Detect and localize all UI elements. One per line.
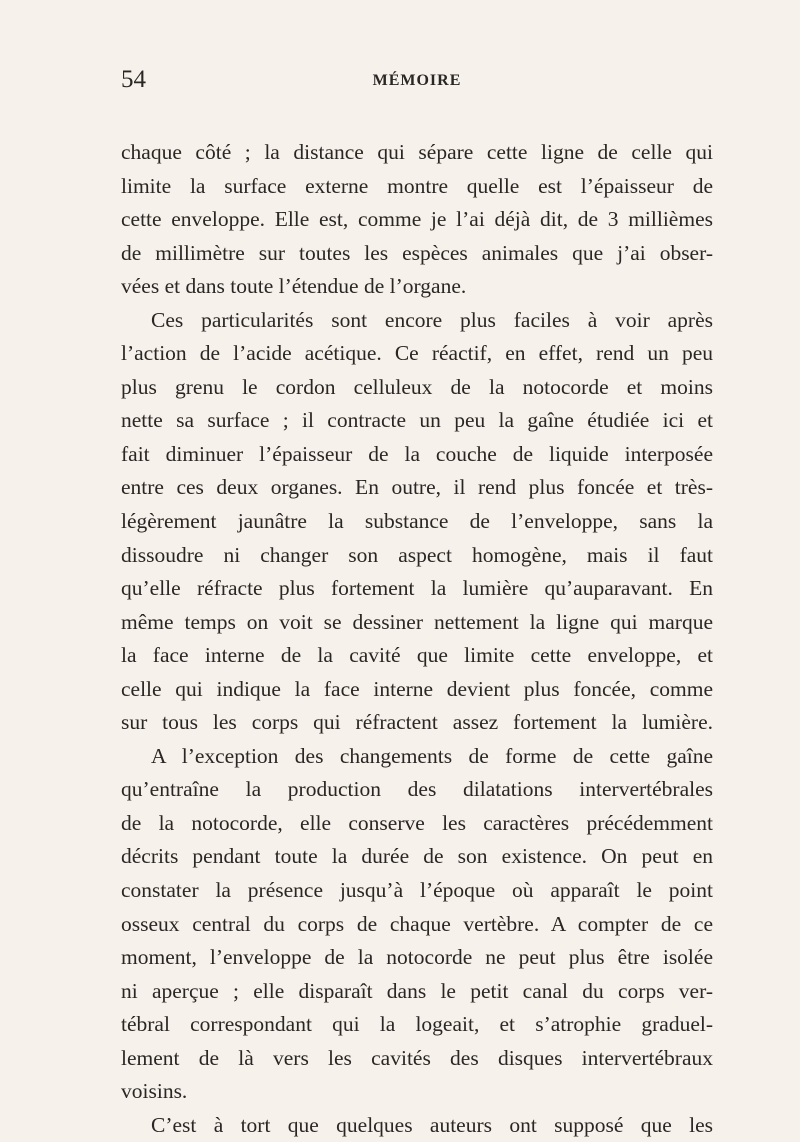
text-line: limite la surface externe montre quelle est l’épaisseur de	[121, 173, 713, 198]
page-body-text	[121, 136, 713, 1142]
text-line: plus grenu le cordon celluleux de la notocorde et moins	[121, 374, 713, 399]
text-line: qu’elle réfracte plus fortement la lumière qu’auparavant. En	[121, 576, 713, 601]
text-line: lement de là vers les cavités des disques intervertébraux	[121, 1045, 713, 1070]
text-line: nette sa surface ; il contracte un peu la gaîne étudiée ici et	[121, 408, 713, 433]
text-line: sur tous les corps qui réfractent assez fortement la lumière.	[121, 710, 713, 735]
text-line: dissoudre ni changer son aspect homogène, mais il faut	[121, 542, 713, 567]
text-line: de la notocorde, elle conserve les caractères précédemment	[121, 810, 713, 835]
text-line: celle qui indique la face interne devient plus foncée, comme	[121, 676, 713, 701]
text-line: voisins.	[121, 1079, 188, 1104]
text-line: ni aperçue ; elle disparaît dans le petit canal du corps ver-	[121, 978, 713, 1003]
text-line: cette enveloppe. Elle est, comme je l’ai déjà dit, de 3 millièmes	[121, 207, 713, 232]
text-line: la face interne de la cavité que limite cette enveloppe, et	[121, 643, 713, 668]
text-line: chaque côté ; la distance qui sépare cette ligne de celle qui	[121, 140, 713, 164]
text-line: vées et dans toute l’étendue de l’organe.	[121, 274, 467, 299]
text-line: moment, l’enveloppe de la notocorde ne peut plus être isolée	[121, 945, 713, 970]
text-line: fait diminuer l’épaisseur de la couche de liquide interposée	[121, 441, 713, 466]
running-title: MÉMOIRE	[372, 72, 462, 89]
text-line: C’est à tort que quelques auteurs ont supposé que les	[151, 1112, 713, 1137]
text-line: de millimètre sur toutes les espèces animales que j’ai obser-	[121, 240, 713, 265]
text-line: entre ces deux organes. En outre, il rend plus foncée et très-	[121, 475, 713, 500]
text-line: même temps on voit se dessiner nettement la ligne qui marque	[121, 609, 713, 634]
text-line: constater la présence jusqu’à l’époque où apparaît le point	[121, 878, 713, 903]
page-number: 54	[121, 66, 146, 93]
text-line: qu’entraîne la production des dilatations intervertébrales	[121, 777, 713, 802]
text-line: tébral correspondant qui la logeait, et s’atrophie graduel-	[121, 1012, 713, 1037]
text-line: décrits pendant toute la durée de son existence. On peut en	[121, 844, 713, 869]
text-line: légèrement jaunâtre la substance de l’enveloppe, sans la	[121, 509, 713, 534]
text-line: osseux central du corps de chaque vertèbre. A compter de ce	[121, 911, 713, 936]
text-line: A l’exception des changements de forme de cette gaîne	[151, 743, 713, 768]
text-line: Ces particularités sont encore plus faciles à voir après	[151, 307, 713, 332]
text-line: l’action de l’acide acétique. Ce réactif, en effet, rend un peu	[121, 341, 713, 366]
page-header	[121, 66, 713, 96]
